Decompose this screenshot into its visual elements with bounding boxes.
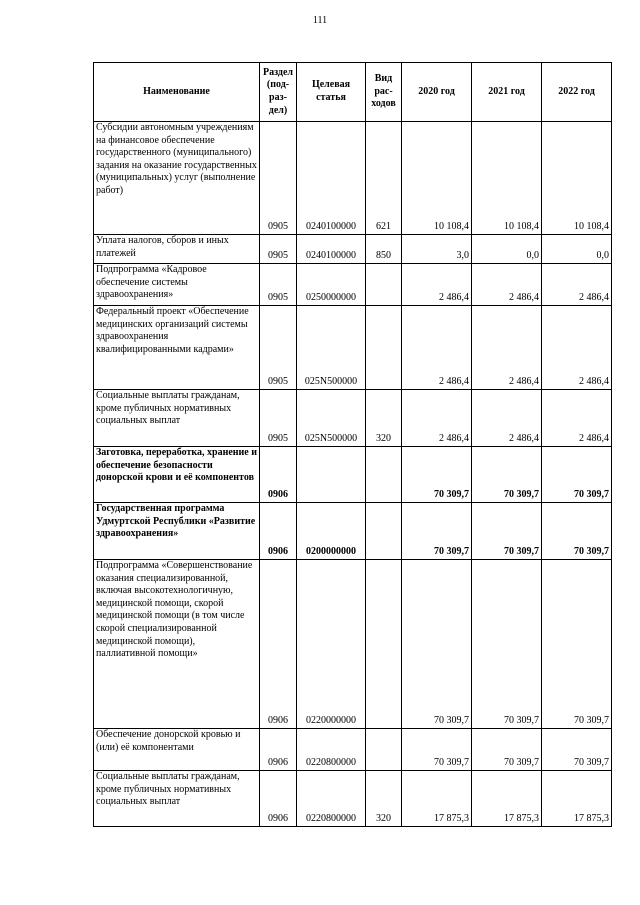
row-2020: 70 309,7	[402, 560, 472, 729]
table-row	[94, 447, 612, 503]
row-type	[366, 560, 402, 729]
row-2020: 2 486,4	[402, 264, 472, 306]
row-2021: 10 108,4	[472, 122, 542, 235]
table-row	[94, 235, 612, 264]
row-section: 0906	[260, 447, 297, 503]
row-type: 320	[366, 771, 402, 827]
row-target: 0200000000	[297, 503, 366, 560]
row-target: 0220800000	[297, 771, 366, 827]
row-2021: 17 875,3	[472, 771, 542, 827]
row-target: 0240100000	[297, 122, 366, 235]
row-section: 0905	[260, 306, 297, 390]
row-name: Обеспечение донорской кровью и (или) её компонентами	[94, 729, 260, 771]
table-row	[94, 390, 612, 447]
row-2020: 70 309,7	[402, 729, 472, 771]
table-row	[94, 306, 612, 390]
row-2022: 70 309,7	[542, 503, 612, 560]
row-2020: 70 309,7	[402, 503, 472, 560]
row-section: 0906	[260, 729, 297, 771]
row-2021: 2 486,4	[472, 390, 542, 447]
row-name: Подпрограмма «Совершенствование оказания специализированной, включая высокотехнологичную, медицинской помощи, скорой медицинской помощи (в том числе скорой специализированной медицинской помощи), паллиативной помощи»	[94, 560, 260, 729]
row-target: 0220000000	[297, 560, 366, 729]
budget-table	[93, 62, 612, 827]
row-name: Подпрограмма «Кадровое обеспечение системы здравоохранения»	[94, 264, 260, 306]
row-2020: 70 309,7	[402, 447, 472, 503]
row-2022: 17 875,3	[542, 771, 612, 827]
row-section: 0905	[260, 235, 297, 264]
header-expense-type: Вид рас-ходов	[366, 63, 402, 122]
table-row	[94, 560, 612, 729]
row-2020: 2 486,4	[402, 390, 472, 447]
row-type: 320	[366, 390, 402, 447]
row-type	[366, 729, 402, 771]
row-2021: 0,0	[472, 235, 542, 264]
row-2021: 70 309,7	[472, 560, 542, 729]
row-2022: 70 309,7	[542, 560, 612, 729]
row-section: 0905	[260, 122, 297, 235]
row-2020: 2 486,4	[402, 306, 472, 390]
row-type: 621	[366, 122, 402, 235]
row-2022: 2 486,4	[542, 306, 612, 390]
row-2021: 70 309,7	[472, 729, 542, 771]
row-section: 0905	[260, 264, 297, 306]
header-row	[94, 63, 612, 122]
row-target	[297, 447, 366, 503]
header-name: Наименование	[94, 63, 260, 122]
row-type: 850	[366, 235, 402, 264]
row-2022: 2 486,4	[542, 264, 612, 306]
table-row	[94, 771, 612, 827]
row-type	[366, 306, 402, 390]
row-2020: 17 875,3	[402, 771, 472, 827]
row-2020: 3,0	[402, 235, 472, 264]
row-name: Государственная программа Удмуртской Республики «Развитие здравоохранения»	[94, 503, 260, 560]
row-2022: 10 108,4	[542, 122, 612, 235]
row-name: Федеральный проект «Обеспечение медицинских организаций системы здравоохранения квалифицированными кадрами»	[94, 306, 260, 390]
row-section: 0906	[260, 771, 297, 827]
header-2021: 2021 год	[472, 63, 542, 122]
row-section: 0906	[260, 560, 297, 729]
row-2021: 2 486,4	[472, 306, 542, 390]
row-name: Субсидии автономным учреждениям на финансовое обеспечение государственного (муниципального) задания на оказание государственных (муниципальных) услуг (выполнение работ)	[94, 122, 260, 235]
row-type	[366, 447, 402, 503]
row-2021: 2 486,4	[472, 264, 542, 306]
table-row	[94, 264, 612, 306]
row-2020: 10 108,4	[402, 122, 472, 235]
table-row	[94, 729, 612, 771]
table-row	[94, 122, 612, 235]
row-target: 0250000000	[297, 264, 366, 306]
row-2022: 0,0	[542, 235, 612, 264]
header-target: Целевая статья	[297, 63, 366, 122]
row-name: Заготовка, переработка, хранение и обеспечение безопасности донорской крови и её компонентов	[94, 447, 260, 503]
row-section: 0906	[260, 503, 297, 560]
row-name: Уплата налогов, сборов и иных платежей	[94, 235, 260, 264]
row-target: 0240100000	[297, 235, 366, 264]
row-type	[366, 503, 402, 560]
header-section: Раздел (под-раз-дел)	[260, 63, 297, 122]
row-2022: 2 486,4	[542, 390, 612, 447]
row-target: 025N500000	[297, 390, 366, 447]
table-row	[94, 503, 612, 560]
header-2022: 2022 год	[542, 63, 612, 122]
row-2021: 70 309,7	[472, 503, 542, 560]
row-2022: 70 309,7	[542, 729, 612, 771]
row-2022: 70 309,7	[542, 447, 612, 503]
row-name: Социальные выплаты гражданам, кроме публичных нормативных социальных выплат	[94, 390, 260, 447]
row-section: 0905	[260, 390, 297, 447]
header-2020: 2020 год	[402, 63, 472, 122]
row-2021: 70 309,7	[472, 447, 542, 503]
page-number: 111	[312, 15, 328, 26]
row-target: 0220800000	[297, 729, 366, 771]
row-name: Социальные выплаты гражданам, кроме публичных нормативных социальных выплат	[94, 771, 260, 827]
row-type	[366, 264, 402, 306]
row-target: 025N500000	[297, 306, 366, 390]
